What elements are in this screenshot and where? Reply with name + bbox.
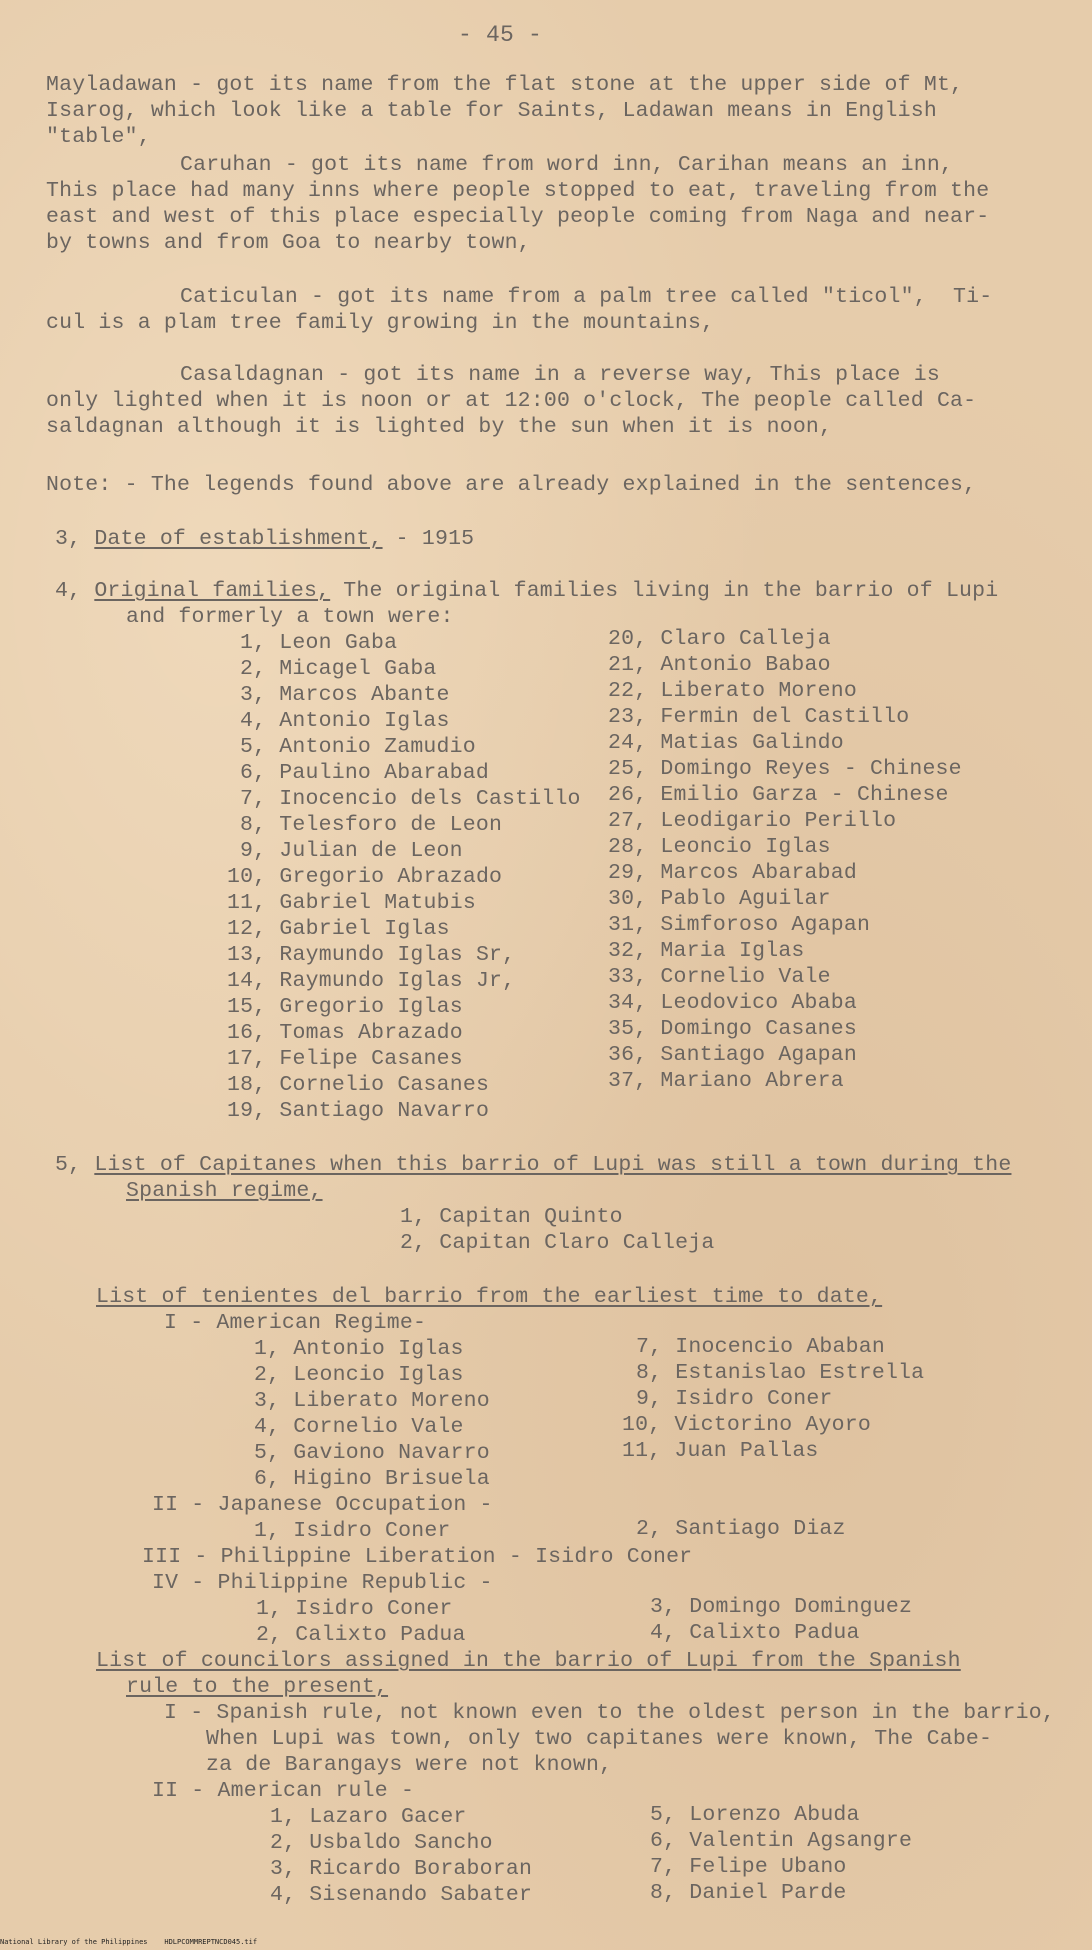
- family-item: 34, Leodovico Ababa: [608, 991, 857, 1015]
- philippine-republic-heading: IV - Philippine Republic -: [152, 1571, 493, 1595]
- american-rule-heading: II - American rule -: [152, 1779, 415, 1803]
- family-item: 33, Cornelio Vale: [608, 965, 831, 989]
- intro-line: cul is a plam tree family growing in the mountains,: [46, 311, 715, 335]
- councilor-item: 5, Lorenzo Abuda: [650, 1803, 860, 1827]
- family-item: 11, Gabriel Matubis: [227, 891, 476, 915]
- scan-footer: National Library of the Philippines HDLPCOMMREPTNCD045.tif: [0, 1938, 258, 1946]
- family-item: 37, Mariano Abrera: [608, 1069, 844, 1093]
- teniente-item: 1, Isidro Coner: [254, 1519, 451, 1543]
- teniente-item: 1, Isidro Coner: [256, 1597, 453, 1621]
- family-item: 19, Santiago Navarro: [227, 1099, 490, 1123]
- intro-line: "table",: [46, 125, 151, 149]
- councilor-item: 7, Felipe Ubano: [650, 1855, 847, 1879]
- teniente-item: 2, Leoncio Iglas: [254, 1363, 464, 1387]
- family-item: 27, Leodigario Perillo: [608, 809, 897, 833]
- intro-line: Caruhan - got its name from word inn, Carihan means an inn,: [180, 153, 954, 177]
- family-item: 3, Marcos Abante: [240, 683, 450, 707]
- councilor-item: 1, Lazaro Gacer: [270, 1805, 467, 1829]
- councilor-item: 8, Daniel Parde: [650, 1881, 847, 1905]
- section-5-title-line2: Spanish regime,: [126, 1179, 323, 1203]
- teniente-item: 9, Isidro Coner: [636, 1387, 833, 1411]
- teniente-item: 1, Antonio Iglas: [254, 1337, 464, 1361]
- councilor-item: 6, Valentin Agsangre: [650, 1829, 913, 1853]
- section-4-heading: [55, 578, 998, 604]
- intro-line: Casaldagnan - got its name in a reverse way, This place is: [180, 363, 940, 387]
- family-item: 6, Paulino Abarabad: [240, 761, 489, 785]
- tenientes-title: List of tenientes del barrio from the earliest time to date,: [96, 1285, 883, 1309]
- family-item: 18, Cornelio Casanes: [227, 1073, 490, 1097]
- family-item: 20, Claro Calleja: [608, 627, 831, 651]
- section-4-line2: and formerly a town were:: [126, 605, 454, 629]
- family-item: 2, Micagel Gaba: [240, 657, 437, 681]
- family-item: 13, Raymundo Iglas Sr,: [227, 943, 516, 967]
- teniente-item: 3, Liberato Moreno: [254, 1389, 490, 1413]
- family-item: 25, Domingo Reyes - Chinese: [608, 757, 962, 781]
- teniente-item: 7, Inocencio Ababan: [636, 1335, 885, 1359]
- family-item: 4, Antonio Iglas: [240, 709, 450, 733]
- teniente-item: 10, Victorino Ayoro: [622, 1413, 871, 1437]
- family-item: 12, Gabriel Iglas: [227, 917, 450, 941]
- teniente-item: 11, Juan Pallas: [622, 1439, 819, 1463]
- intro-line: by towns and from Goa to nearby town,: [46, 231, 531, 255]
- family-item: 35, Domingo Casanes: [608, 1017, 857, 1041]
- family-item: 31, Simforoso Agapan: [608, 913, 871, 937]
- section-3-number: 3,: [55, 527, 95, 551]
- family-item: 10, Gregorio Abrazado: [227, 865, 503, 889]
- councilors-title-line2: rule to the present,: [126, 1675, 389, 1699]
- family-item: 15, Gregorio Iglas: [227, 995, 463, 1019]
- section-3-title: Date of establishment,: [94, 527, 383, 551]
- family-item: 28, Leoncio Iglas: [608, 835, 831, 859]
- family-item: 36, Santiago Agapan: [608, 1043, 857, 1067]
- family-item: 24, Matias Galindo: [608, 731, 844, 755]
- page-number: - 45 -: [458, 22, 543, 48]
- philippine-liberation-line: III - Philippine Liberation - Isidro Coner: [142, 1545, 693, 1569]
- family-item: 29, Marcos Abarabad: [608, 861, 857, 885]
- councilor-item: 4, Sisenando Sabater: [270, 1883, 533, 1907]
- section-4-number: 4,: [55, 579, 95, 603]
- section-4-title: Original families,: [94, 579, 331, 603]
- teniente-item: 4, Calixto Padua: [650, 1621, 860, 1645]
- section-5-number: 5,: [55, 1153, 95, 1177]
- family-item: 14, Raymundo Iglas Jr,: [227, 969, 516, 993]
- family-item: 32, Maria Iglas: [608, 939, 805, 963]
- intro-line: only lighted when it is noon or at 12:00 o'clock, The people called Ca-: [46, 389, 977, 413]
- teniente-item: 2, Calixto Padua: [256, 1623, 466, 1647]
- capitan-item: 2, Capitan Claro Calleja: [400, 1231, 715, 1255]
- family-item: 21, Antonio Babao: [608, 653, 831, 677]
- intro-line: east and west of this place especially people coming from Naga and near-: [46, 205, 990, 229]
- councilor-item: 2, Usbaldo Sancho: [270, 1831, 493, 1855]
- spanish-rule-line: When Lupi was town, only two capitanes were known, The Cabe-: [206, 1727, 993, 1751]
- family-item: 26, Emilio Garza - Chinese: [608, 783, 949, 807]
- family-item: 23, Fermin del Castillo: [608, 705, 910, 729]
- note-line: Note: - The legends found above are already explained in the sentences,: [46, 473, 977, 497]
- section-3-value: - 1915: [382, 527, 475, 551]
- teniente-item: 4, Cornelio Vale: [254, 1415, 464, 1439]
- teniente-item: 3, Domingo Dominguez: [650, 1595, 913, 1619]
- family-item: 22, Liberato Moreno: [608, 679, 857, 703]
- teniente-item: 8, Estanislao Estrella: [636, 1361, 925, 1385]
- family-item: 17, Felipe Casanes: [227, 1047, 463, 1071]
- intro-line: Isarog, which look like a table for Saints, Ladawan means in English: [46, 99, 937, 123]
- teniente-item: 6, Higino Brisuela: [254, 1467, 490, 1491]
- spanish-rule-line: za de Barangays were not known,: [206, 1753, 613, 1777]
- section-4-text: The original families living in the barrio of Lupi: [330, 579, 999, 603]
- family-item: 8, Telesforo de Leon: [240, 813, 503, 837]
- intro-line: Caticulan - got its name from a palm tree called "ticol", Ti-: [180, 285, 993, 309]
- capitan-item: 1, Capitan Quinto: [400, 1205, 623, 1229]
- teniente-item: 5, Gaviono Navarro: [254, 1441, 490, 1465]
- spanish-rule-line: I - Spanish rule, not known even to the oldest person in the barrio,: [164, 1701, 1055, 1725]
- section-3: [55, 526, 474, 552]
- section-5-heading: [55, 1152, 1011, 1178]
- japanese-occupation-heading: II - Japanese Occupation -: [152, 1493, 493, 1517]
- family-item: 5, Antonio Zamudio: [240, 735, 476, 759]
- family-item: 30, Pablo Aguilar: [608, 887, 831, 911]
- intro-line: saldagnan although it is lighted by the sun when it is noon,: [46, 415, 833, 439]
- councilors-title: List of councilors assigned in the barrio of Lupi from the Spanish: [96, 1649, 961, 1673]
- family-item: 7, Inocencio dels Castillo: [240, 787, 581, 811]
- intro-line: This place had many inns where people stopped to eat, traveling from the: [46, 179, 990, 203]
- councilor-item: 3, Ricardo Boraboran: [270, 1857, 533, 1881]
- family-item: 16, Tomas Abrazado: [227, 1021, 463, 1045]
- intro-line: Mayladawan - got its name from the flat stone at the upper side of Mt,: [46, 73, 964, 97]
- american-regime-heading: I - American Regime-: [164, 1311, 427, 1335]
- family-item: 9, Julian de Leon: [240, 839, 463, 863]
- section-5-title: List of Capitanes when this barrio of Lupi was still a town during the: [94, 1153, 1012, 1177]
- family-item: 1, Leon Gaba: [240, 631, 398, 655]
- teniente-item: 2, Santiago Diaz: [636, 1517, 846, 1541]
